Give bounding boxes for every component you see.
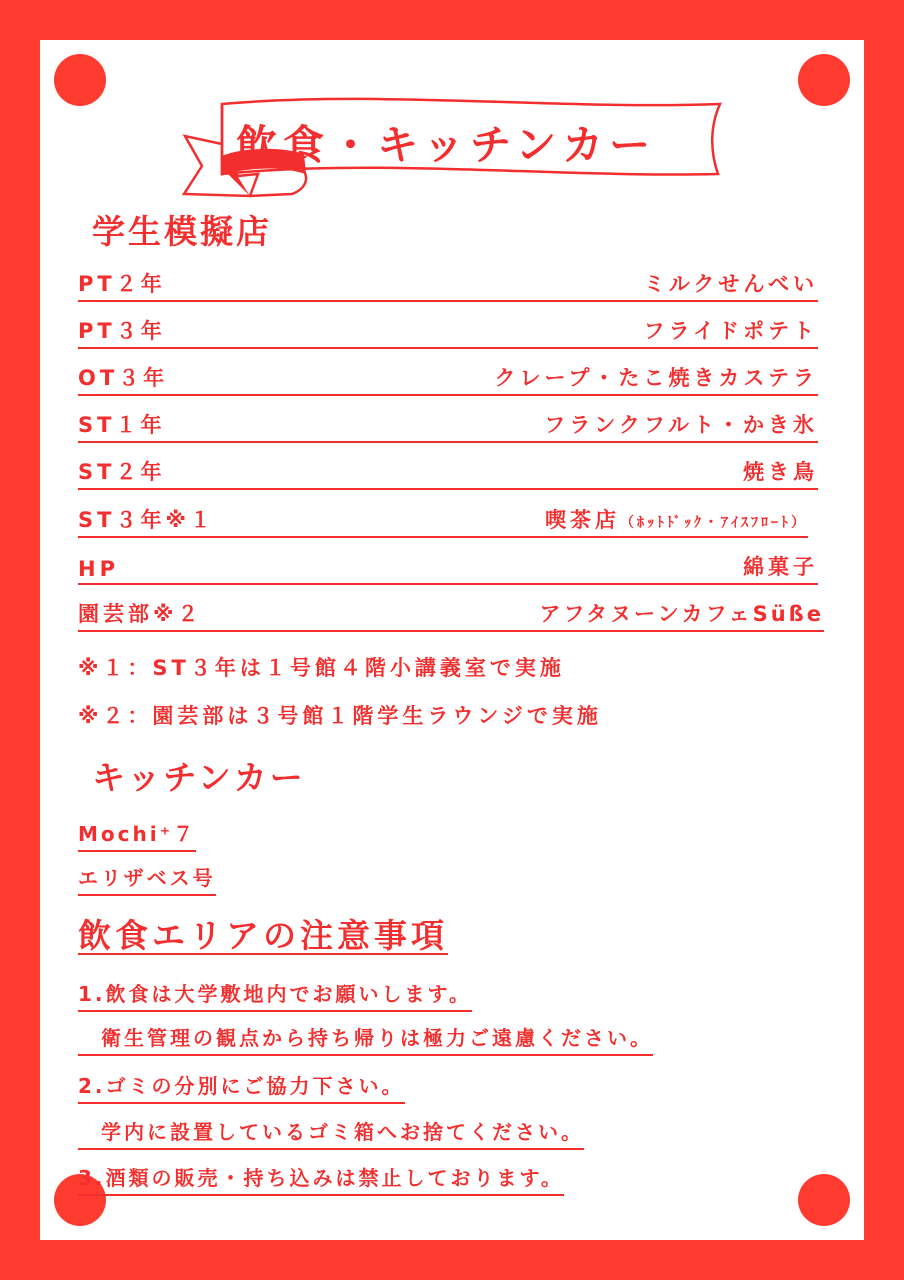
note-line: 学内に設置しているゴミ箱へお捨てください。: [78, 1116, 584, 1150]
shop-item: 喫茶店: [545, 508, 620, 532]
section-heading-shops: 学生模擬店: [92, 212, 272, 251]
shop-item-wrap: [545, 504, 808, 534]
shop-item: アフタヌーンカフェSüße: [539, 602, 824, 626]
shop-row: [78, 270, 818, 302]
shop-group: PT３年: [78, 319, 166, 343]
shop-row: [78, 411, 818, 443]
shop-row: [78, 600, 824, 632]
shop-item: 焼き鳥: [743, 460, 818, 484]
note-line: 衛生管理の観点から持ち帰りは極力ご遠慮ください。: [78, 1022, 653, 1056]
shop-item: フランクフルト・かき氷: [544, 413, 818, 437]
shop-item: ミルクせんべい: [643, 272, 818, 296]
shop-row: [78, 506, 808, 538]
note-line: 3.酒類の販売・持ち込みは禁止しております。: [78, 1162, 564, 1196]
shop-group: 園芸部※２: [78, 602, 203, 626]
shop-group: HP: [78, 557, 119, 581]
corner-notch: [798, 1174, 850, 1226]
page-title: 飲食・キッチンカー: [236, 121, 657, 169]
corner-notch: [798, 54, 850, 106]
note-line: 1.飲食は大学敷地内でお願いします。: [78, 978, 472, 1012]
shop-row: [78, 458, 818, 490]
shop-item-sub: （ﾎｯﾄﾄﾞｯｸ・ｱｲｽﾌﾛｰﾄ）: [620, 515, 808, 531]
shop-row: [78, 317, 818, 349]
corner-notch: [54, 54, 106, 106]
kitchen-car: Mochi⁺７: [78, 818, 196, 852]
shop-item: フライドポテト: [643, 319, 818, 343]
shop-group: ST１年: [78, 413, 166, 437]
note-line: 2.ゴミの分別にご協力下さい。: [78, 1070, 405, 1104]
shop-row: [78, 364, 818, 396]
shop-item: 綿菓子: [743, 555, 818, 579]
shop-row: [78, 553, 818, 585]
shop-group: PT２年: [78, 272, 166, 296]
shop-item: クレープ・たこ焼きカステラ: [494, 366, 818, 390]
section-heading-kitchen: キッチンカー: [92, 758, 306, 797]
shop-group: ST２年: [78, 460, 166, 484]
footnote: ※１：ST３年は１号館４階小講義室で実施: [78, 656, 565, 680]
footnote: ※２：園芸部は３号館１階学生ラウンジで実施: [78, 704, 602, 728]
shop-group: OT３年: [78, 366, 169, 390]
shop-group: ST３年※１: [78, 508, 215, 532]
section-heading-notes: 飲食エリアの注意事項: [78, 916, 448, 955]
kitchen-car: エリザベス号: [78, 862, 216, 896]
